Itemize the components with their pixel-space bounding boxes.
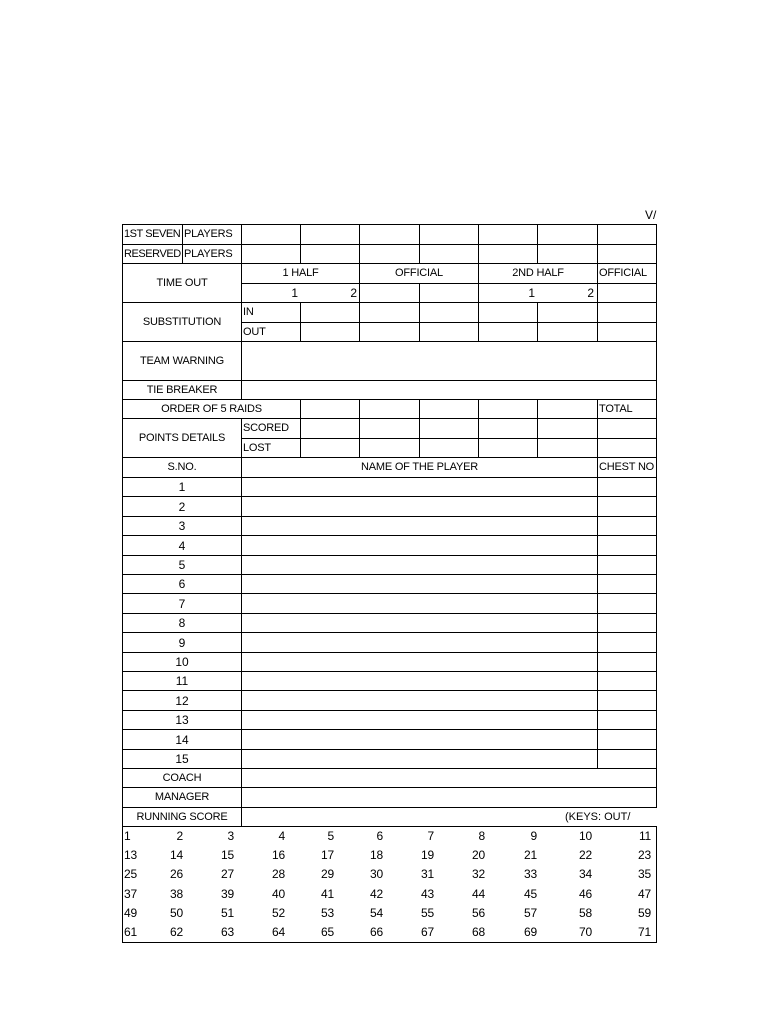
manager-label: MANAGER	[122, 787, 242, 808]
running-score-number: 68	[472, 925, 485, 940]
reserved-entry-cell	[537, 244, 598, 264]
team-warning-entry-cell	[241, 341, 657, 381]
running-score-number: 58	[579, 905, 592, 920]
substitution-in-entry-cell	[478, 302, 538, 323]
second-half-timeout-slots	[478, 283, 598, 303]
running-score-number: 54	[370, 905, 383, 920]
reserved-players-label: PLAYERS	[182, 244, 242, 264]
chest-number-entry-cell	[597, 555, 657, 575]
coach-label: COACH	[122, 768, 242, 788]
points-scored-entry-cell	[478, 418, 538, 439]
points-lost-label: LOST	[241, 438, 301, 458]
running-score-number: 46	[579, 886, 592, 901]
serial-number-cell: 7	[122, 593, 242, 614]
raid-order-entry-cell	[300, 399, 360, 419]
substitution-out-entry-cell	[300, 322, 360, 342]
serial-number-cell: 11	[122, 671, 242, 691]
points-scored-label: SCORED	[241, 418, 301, 439]
player-name-entry-cell	[241, 613, 598, 633]
chest-number-entry-cell	[597, 749, 657, 769]
running-score-number: 39	[221, 886, 234, 901]
running-score-number: 50	[170, 905, 183, 920]
running-score-number: 38	[170, 886, 183, 901]
running-score-number: 51	[221, 905, 234, 920]
first-seven-entry-cell	[597, 224, 657, 245]
serial-number-cell: 10	[122, 652, 242, 672]
official-timeout-entry-cell	[597, 283, 657, 303]
substitution-out-entry-cell	[419, 322, 479, 342]
running-score-number: 6	[376, 828, 383, 843]
running-score-number: 4	[278, 828, 285, 843]
substitution-out-entry-cell	[359, 322, 420, 342]
running-score-number: 53	[321, 905, 334, 920]
player-name-entry-cell	[241, 535, 598, 556]
substitution-in-entry-cell	[300, 302, 360, 323]
serial-number-cell: 12	[122, 690, 242, 711]
second-half-header: 2ND HALF	[478, 263, 598, 284]
second-half-timeout-2: 2	[587, 286, 594, 300]
first-official-header: OFFICIAL	[359, 263, 479, 284]
running-score-number: 19	[421, 847, 434, 862]
player-name-entry-cell	[241, 593, 598, 614]
chest-number-header: CHEST NO	[597, 457, 657, 478]
running-score-label: RUNNING SCORE	[122, 807, 242, 827]
running-score-number: 35	[638, 867, 651, 882]
raid-order-label: ORDER OF 5 RAIDS	[122, 399, 301, 419]
running-score-number: 18	[370, 847, 383, 862]
official-timeout-entry-cell	[419, 283, 479, 303]
first-seven-entry-cell	[359, 224, 420, 245]
running-score-number: 41	[321, 886, 334, 901]
second-official-header: OFFICIAL	[597, 263, 657, 284]
running-score-number: 44	[472, 886, 485, 901]
running-score-number: 33	[524, 867, 537, 882]
time-out-label: TIME OUT	[122, 263, 242, 303]
player-name-entry-cell	[241, 555, 598, 575]
running-score-number: 3	[227, 828, 234, 843]
running-score-number: 56	[472, 905, 485, 920]
corner-mark: V/	[645, 208, 657, 222]
coach-name-entry-cell	[241, 768, 657, 788]
points-scored-entry-cell	[597, 418, 657, 439]
player-name-entry-cell	[241, 477, 598, 497]
running-score-number: 42	[370, 886, 383, 901]
running-score-number: 8	[478, 828, 485, 843]
substitution-in-entry-cell	[419, 302, 479, 323]
substitution-label: SUBSTITUTION	[122, 302, 242, 342]
reserved-entry-cell	[597, 244, 657, 264]
running-score-number: 71	[638, 925, 651, 940]
running-score-number: 27	[221, 867, 234, 882]
running-score-number: 63	[221, 925, 234, 940]
player-name-header: NAME OF THE PLAYER	[241, 457, 598, 478]
chest-number-entry-cell	[597, 477, 657, 497]
chest-number-entry-cell	[597, 671, 657, 691]
running-score-number: 30	[370, 867, 383, 882]
player-name-entry-cell	[241, 632, 598, 653]
first-seven-entry-cell	[537, 224, 598, 245]
reserved-entry-cell	[478, 244, 538, 264]
points-details-label: POINTS DETAILS	[122, 418, 242, 458]
points-lost-entry-cell	[359, 438, 420, 458]
running-score-number: 28	[272, 867, 285, 882]
running-score-number: 23	[638, 847, 651, 862]
second-half-timeout-1: 1	[528, 286, 535, 300]
running-score-number: 9	[530, 828, 537, 843]
reserved-entry-cell	[359, 244, 420, 264]
serial-number-cell: 4	[122, 535, 242, 556]
running-score-number: 25	[124, 867, 137, 882]
chest-number-entry-cell	[597, 535, 657, 556]
player-name-entry-cell	[241, 652, 598, 672]
points-scored-entry-cell	[537, 418, 598, 439]
points-lost-entry-cell	[478, 438, 538, 458]
first-half-timeout-slots	[241, 283, 360, 303]
serial-number-cell: 2	[122, 496, 242, 517]
team-warning-label: TEAM WARNING	[122, 341, 242, 381]
chest-number-entry-cell	[597, 593, 657, 614]
chest-number-entry-cell	[597, 729, 657, 750]
points-lost-entry-cell	[300, 438, 360, 458]
substitution-in-entry-cell	[359, 302, 420, 323]
running-score-number: 69	[524, 925, 537, 940]
points-scored-entry-cell	[419, 418, 479, 439]
substitution-out-entry-cell	[478, 322, 538, 342]
substitution-in-label: IN	[241, 302, 301, 323]
serial-number-cell: 3	[122, 516, 242, 536]
raid-order-entry-cell	[537, 399, 598, 419]
reserved-label: RESERVED	[122, 244, 183, 264]
reserved-entry-cell	[419, 244, 479, 264]
points-lost-entry-cell	[597, 438, 657, 458]
points-scored-entry-cell	[300, 418, 360, 439]
player-name-entry-cell	[241, 574, 598, 594]
points-scored-entry-cell	[359, 418, 420, 439]
running-score-number: 15	[221, 847, 234, 862]
serial-number-cell: 8	[122, 613, 242, 633]
first-half-timeout-2: 2	[350, 286, 357, 300]
first-seven-label: 1ST SEVEN	[122, 224, 183, 245]
running-score-number: 2	[176, 828, 183, 843]
reserved-entry-cell	[300, 244, 360, 264]
chest-number-entry-cell	[597, 652, 657, 672]
running-score-number: 70	[579, 925, 592, 940]
running-score-number: 11	[638, 828, 651, 843]
first-half-timeout-1: 1	[291, 286, 298, 300]
running-score-keys: (KEYS: OUT/	[565, 810, 631, 823]
running-score-number: 65	[321, 925, 334, 940]
raid-total-label: TOTAL	[597, 399, 657, 419]
running-score-number: 57	[524, 905, 537, 920]
running-score-number: 67	[421, 925, 434, 940]
running-score-number: 43	[421, 886, 434, 901]
substitution-out-entry-cell	[537, 322, 598, 342]
player-name-entry-cell	[241, 729, 598, 750]
first-seven-players-label: PLAYERS	[182, 224, 242, 245]
serial-number-cell: 1	[122, 477, 242, 497]
raid-order-entry-cell	[419, 399, 479, 419]
chest-number-entry-cell	[597, 690, 657, 711]
points-lost-entry-cell	[419, 438, 479, 458]
running-score-number: 14	[170, 847, 183, 862]
serial-number-cell: 6	[122, 574, 242, 594]
substitution-in-entry-cell	[537, 302, 598, 323]
running-score-number: 5	[327, 828, 334, 843]
running-score-number: 29	[321, 867, 334, 882]
chest-number-entry-cell	[597, 516, 657, 536]
reserved-entry-cell	[241, 244, 301, 264]
points-lost-entry-cell	[537, 438, 598, 458]
running-score-number: 64	[272, 925, 285, 940]
player-name-entry-cell	[241, 749, 598, 769]
tie-breaker-entry-cell	[241, 380, 657, 400]
substitution-in-entry-cell	[597, 302, 657, 323]
chest-number-entry-cell	[597, 496, 657, 517]
running-score-number: 37	[124, 886, 137, 901]
running-score-number: 59	[638, 905, 651, 920]
tie-breaker-label: TIE BREAKER	[122, 380, 242, 400]
running-score-number: 21	[524, 847, 537, 862]
running-score-number: 62	[170, 925, 183, 940]
player-name-entry-cell	[241, 671, 598, 691]
official-timeout-entry-cell	[359, 283, 420, 303]
serial-number-header: S.NO.	[122, 457, 242, 478]
running-score-number: 1	[124, 828, 131, 843]
running-score-number: 17	[321, 847, 334, 862]
substitution-out-label: OUT	[241, 322, 301, 342]
chest-number-entry-cell	[597, 632, 657, 653]
running-score-number: 20	[472, 847, 485, 862]
first-seven-entry-cell	[478, 224, 538, 245]
running-score-number: 31	[421, 867, 434, 882]
raid-order-entry-cell	[478, 399, 538, 419]
running-score-number: 26	[170, 867, 183, 882]
running-score-number: 16	[272, 847, 285, 862]
serial-number-cell: 5	[122, 555, 242, 575]
raid-order-entry-cell	[359, 399, 420, 419]
first-seven-entry-cell	[241, 224, 301, 245]
player-name-entry-cell	[241, 516, 598, 536]
running-score-number: 7	[427, 828, 434, 843]
serial-number-cell: 15	[122, 749, 242, 769]
player-name-entry-cell	[241, 496, 598, 517]
serial-number-cell: 13	[122, 710, 242, 730]
running-score-number: 10	[579, 828, 592, 843]
running-score-number: 61	[124, 925, 137, 940]
chest-number-entry-cell	[597, 574, 657, 594]
serial-number-cell: 14	[122, 729, 242, 750]
player-name-entry-cell	[241, 690, 598, 711]
chest-number-entry-cell	[597, 613, 657, 633]
running-score-number: 66	[370, 925, 383, 940]
substitution-out-entry-cell	[597, 322, 657, 342]
running-score-number: 32	[472, 867, 485, 882]
running-score-number: 45	[524, 886, 537, 901]
running-score-number: 49	[124, 905, 137, 920]
player-name-entry-cell	[241, 710, 598, 730]
manager-name-entry-cell	[241, 787, 657, 808]
chest-number-entry-cell	[597, 710, 657, 730]
first-half-header: 1 HALF	[241, 263, 360, 284]
running-score-grid	[122, 826, 657, 943]
running-score-number: 22	[579, 847, 592, 862]
running-score-number: 55	[421, 905, 434, 920]
running-score-number: 40	[272, 886, 285, 901]
running-score-number: 13	[124, 847, 137, 862]
running-score-number: 34	[579, 867, 592, 882]
first-seven-entry-cell	[300, 224, 360, 245]
running-score-number: 52	[272, 905, 285, 920]
first-seven-entry-cell	[419, 224, 479, 245]
serial-number-cell: 9	[122, 632, 242, 653]
running-score-number: 47	[638, 886, 651, 901]
